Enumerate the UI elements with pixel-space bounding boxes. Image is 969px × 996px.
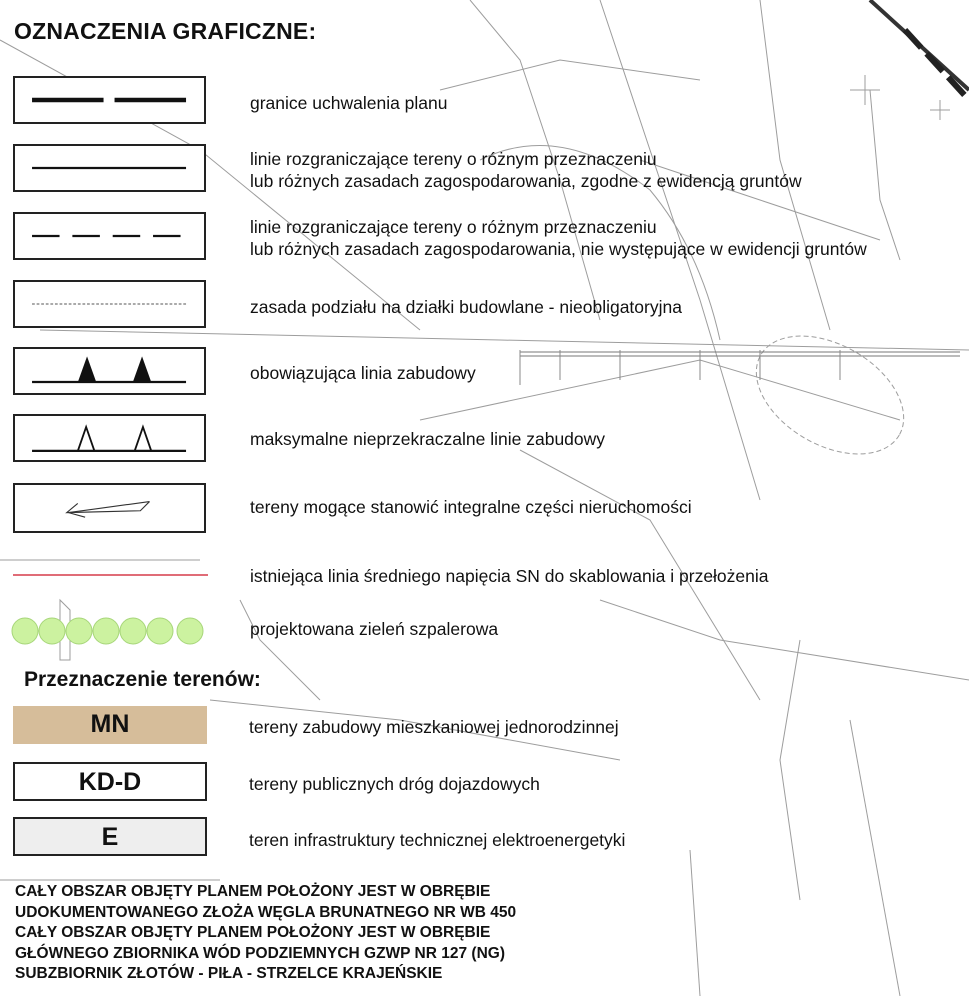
unregistered-line-label-line-2: lub różnych zasadach zagospodarowania, nie występujące w ewidencji gruntów <box>250 239 867 259</box>
plan-note-line-3: CAŁY OBSZAR OBJĘTY PLANEM POŁOŻONY JEST W OBRĘBIE <box>15 924 491 941</box>
registered-line-label-line-1: linie rozgraniczające tereny o różnym przeznaczeniu <box>250 149 657 169</box>
integral-areas-label-line: tereny mogące stanowić integralne części nieruchomości <box>250 497 692 517</box>
legend-title: OZNACZENIA GRAFICZNE: <box>14 18 317 44</box>
greenery-symbol <box>10 616 210 646</box>
registered-line-label <box>250 148 802 192</box>
mandatory-building-line-label-line: obowiązująca linia zabudowy <box>250 363 476 383</box>
greenery-label <box>250 618 498 640</box>
unregistered-line-label <box>250 216 867 260</box>
max-building-line-symbol <box>13 414 206 462</box>
max-building-line-label-line: maksymalne nieprzekraczalne linie zabudowy <box>250 429 606 449</box>
registered-line-label-line-2: lub różnych zasadach zagospodarowania, zgodne z ewidencją gruntów <box>250 171 802 191</box>
greenery-label-line: projektowana zieleń szpalerowa <box>250 619 499 639</box>
mandatory-building-line-symbol <box>13 347 206 395</box>
power-line-label <box>250 565 769 587</box>
registered-line-symbol <box>13 144 206 192</box>
mandatory-building-line-label <box>250 362 476 384</box>
integral-areas-label <box>250 496 692 518</box>
land-use-title: Przeznaczenie terenów: <box>24 668 261 691</box>
plan-boundary-label-line: granice uchwalenia planu <box>250 93 448 113</box>
plan-note <box>15 882 516 985</box>
integral-areas-symbol <box>13 483 206 533</box>
zone-code-mn: MN <box>13 706 207 744</box>
unregistered-line-label-line-1: linie rozgraniczające tereny o różnym przeznaczeniu <box>250 217 657 237</box>
zone-code-kd-d: KD-D <box>13 762 207 801</box>
plot-division-symbol <box>13 280 206 328</box>
unregistered-line-symbol <box>13 212 206 260</box>
plan-boundary-label <box>250 92 448 114</box>
plot-division-label-line: zasada podziału na działki budowlane - nieobligatoryjna <box>250 297 682 317</box>
plot-division-label <box>250 296 682 318</box>
power-line-symbol <box>13 570 208 580</box>
plan-note-line-1: CAŁY OBSZAR OBJĘTY PLANEM POŁOŻONY JEST W OBRĘBIE <box>15 883 491 900</box>
plan-note-line-2: UDOKUMENTOWANEGO ZŁOŻA WĘGLA BRUNATNEGO NR WB 450 <box>15 903 517 921</box>
plan-note-line-4: GŁÓWNEGO ZBIORNIKA WÓD PODZIEMNYCH GZWP NR 127 (NG) <box>15 944 505 962</box>
max-building-line-label <box>250 428 605 450</box>
plan-boundary-symbol <box>13 76 206 124</box>
zone-label-e: teren infrastruktury technicznej elektroenergetyki <box>249 830 626 850</box>
zone-code-e: E <box>13 817 207 856</box>
plan-note-line-5: SUBZBIORNIK ZŁOTÓW - PIŁA - STRZELCE KRAJEŃSKIE <box>15 965 443 982</box>
power-line-label-line: istniejąca linia średniego napięcia SN do skablowania i przełożenia <box>250 566 769 586</box>
zone-label-mn: tereny zabudowy mieszkaniowej jednorodzinnej <box>249 717 619 737</box>
zone-label-kd-d: tereny publicznych dróg dojazdowych <box>249 774 540 794</box>
